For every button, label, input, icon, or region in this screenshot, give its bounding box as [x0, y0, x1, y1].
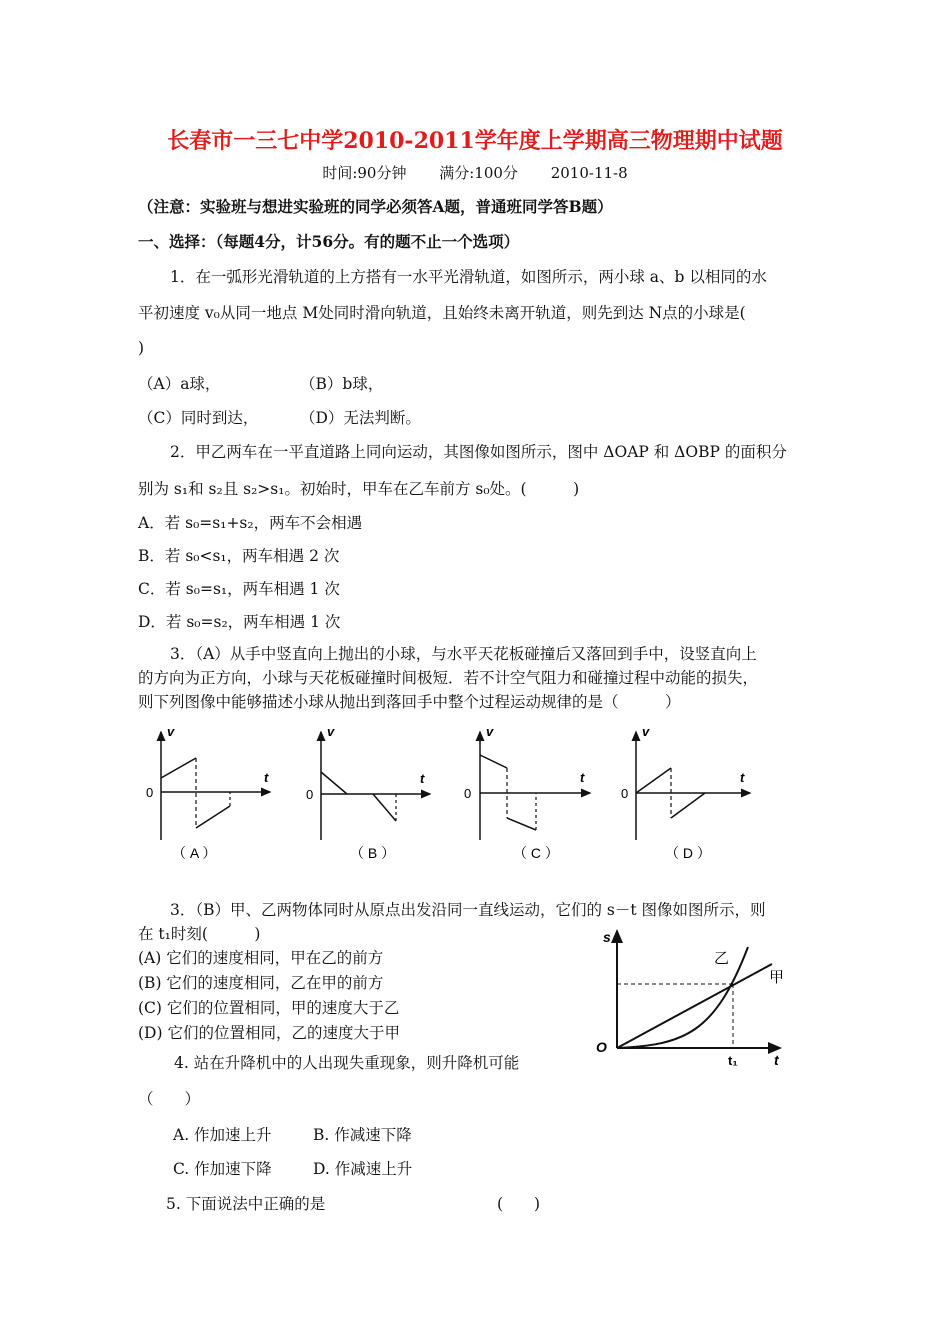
q1-option-c: （C）同时到达， [138, 409, 259, 427]
graph-b-t-label: t [420, 771, 425, 786]
graph-b-origin: 0 [306, 787, 314, 802]
q2-option-d: D．若 s₀=s₂，两车相遇 1 次 [138, 613, 341, 631]
exam-date: 2010-11-8 [550, 164, 628, 182]
st-graph [590, 925, 800, 1073]
q3a-line3: 则下列图像中能够描述小球从抛出到落回手中整个过程运动规律的是（ ） [138, 693, 681, 711]
graph-a-caption: （ A ） [172, 845, 217, 861]
notice: （注意：实验班与想进实验班的同学必须答A题，普通班同学答B题） [138, 197, 613, 216]
q1-line3: ) [138, 339, 145, 357]
graph-a [146, 724, 270, 861]
st-jia-label: 甲 [769, 969, 785, 986]
graph-b [306, 724, 430, 861]
line-jia [617, 964, 772, 1048]
graph-a-origin: 0 [146, 785, 154, 800]
graph-c [464, 724, 590, 861]
q3a-line2: 的方向为正方向，小球与天花板碰撞时间极短．若不计空气阻力和碰撞过程中动能的损失， [138, 669, 759, 687]
q4-line1: 4. 站在升降机中的人出现失重现象，则升降机可能 [174, 1054, 520, 1072]
graph-a-t-label: t [264, 770, 269, 785]
velocity-graphs [130, 720, 790, 870]
q3b-line1: 3．（B）甲、乙两物体同时从原点出发沿同一直线运动，它们的 s－t 图像如图所示，则 [170, 901, 766, 919]
graph-c-t-label: t [580, 770, 585, 785]
graph-d-v-label: v [642, 724, 650, 739]
graph-a-v-label: v [167, 724, 175, 739]
graph-d-origin: 0 [621, 786, 629, 801]
q1-option-a: （A）a球， [138, 375, 221, 393]
q4-line2: （ ） [138, 1090, 201, 1108]
q4-option-a: A. 作加速上升 [173, 1126, 272, 1144]
q1-option-b: （B）b球， [300, 375, 384, 393]
q1-option-d: （D）无法判断。 [300, 409, 421, 427]
q1-line2: 平初速度 v₀从同一地点 M处同时滑向轨道，且始终未离开轨道，则先到达 N点的小球是( [138, 304, 746, 322]
graph-c-origin: 0 [464, 786, 472, 801]
graph-b-v-label: v [327, 724, 335, 739]
q2-line2: 别为 s₁和 s₂且 s₂>s₁。初始时，甲车在乙车前方 s₀处。( ) [138, 480, 580, 498]
exam-meta [0, 162, 950, 183]
graph-c-v-label: v [486, 724, 494, 739]
q2-option-b: B．若 s₀<s₁，两车相遇 2 次 [138, 547, 340, 565]
graph-d-caption: （ D ） [665, 845, 711, 861]
exam-score: 满分:100分 [439, 164, 518, 182]
q3b-line2: 在 t₁时刻( ) [138, 925, 261, 943]
st-yi-label: 乙 [714, 950, 730, 967]
q4-option-b: B. 作减速下降 [313, 1126, 412, 1144]
q2-option-a: A．若 s₀=s₁+s₂，两车不会相遇 [138, 514, 363, 532]
q3b-option-b: (B) 它们的速度相同，乙在甲的前方 [138, 974, 384, 992]
graph-d [621, 724, 750, 861]
graph-b-caption: （ B ） [350, 845, 396, 861]
q3b-option-d: (D) 它们的位置相同，乙的速度大于甲 [138, 1024, 400, 1042]
q5-line1: 5. 下面说法中正确的是 [166, 1195, 326, 1213]
st-s-label: s [603, 929, 611, 945]
exam-time: 时间:90分钟 [322, 164, 407, 182]
section-heading: 一、选择：（每题4分，计56分。有的题不止一个选项） [138, 232, 520, 251]
q4-option-d: D. 作减速上升 [313, 1160, 413, 1178]
graph-c-caption: （ C ） [513, 845, 559, 861]
q3b-option-c: (C) 它们的位置相同，甲的速度大于乙 [138, 999, 400, 1017]
q3b-option-a: (A) 它们的速度相同，甲在乙的前方 [138, 949, 384, 967]
graph-d-t-label: t [740, 770, 745, 785]
q3a-line1: 3．（A）从手中竖直向上抛出的小球，与水平天花板碰撞后又落回到手中，设竖直向上 [170, 645, 757, 663]
q5-bracket: ( ) [497, 1195, 541, 1213]
st-t-label: t [774, 1052, 779, 1068]
q2-line1: 2．甲乙两车在一平直道路上同向运动，其图像如图所示，图中 ΔOAP 和 ΔOBP 的面积分 [170, 443, 787, 461]
q1-line1: 1．在一弧形光滑轨道的上方搭有一水平光滑轨道，如图所示，两小球 a、b 以相同的水 [170, 268, 767, 286]
page-title: 长春市一三七中学2010-2011学年度上学期高三物理期中试题 [167, 128, 783, 154]
st-t1-label: t₁ [728, 1053, 738, 1068]
q2-option-c: C．若 s₀=s₁，两车相遇 1 次 [138, 580, 340, 598]
st-origin: O [596, 1039, 607, 1055]
q4-option-c: C. 作加速下降 [173, 1160, 272, 1178]
